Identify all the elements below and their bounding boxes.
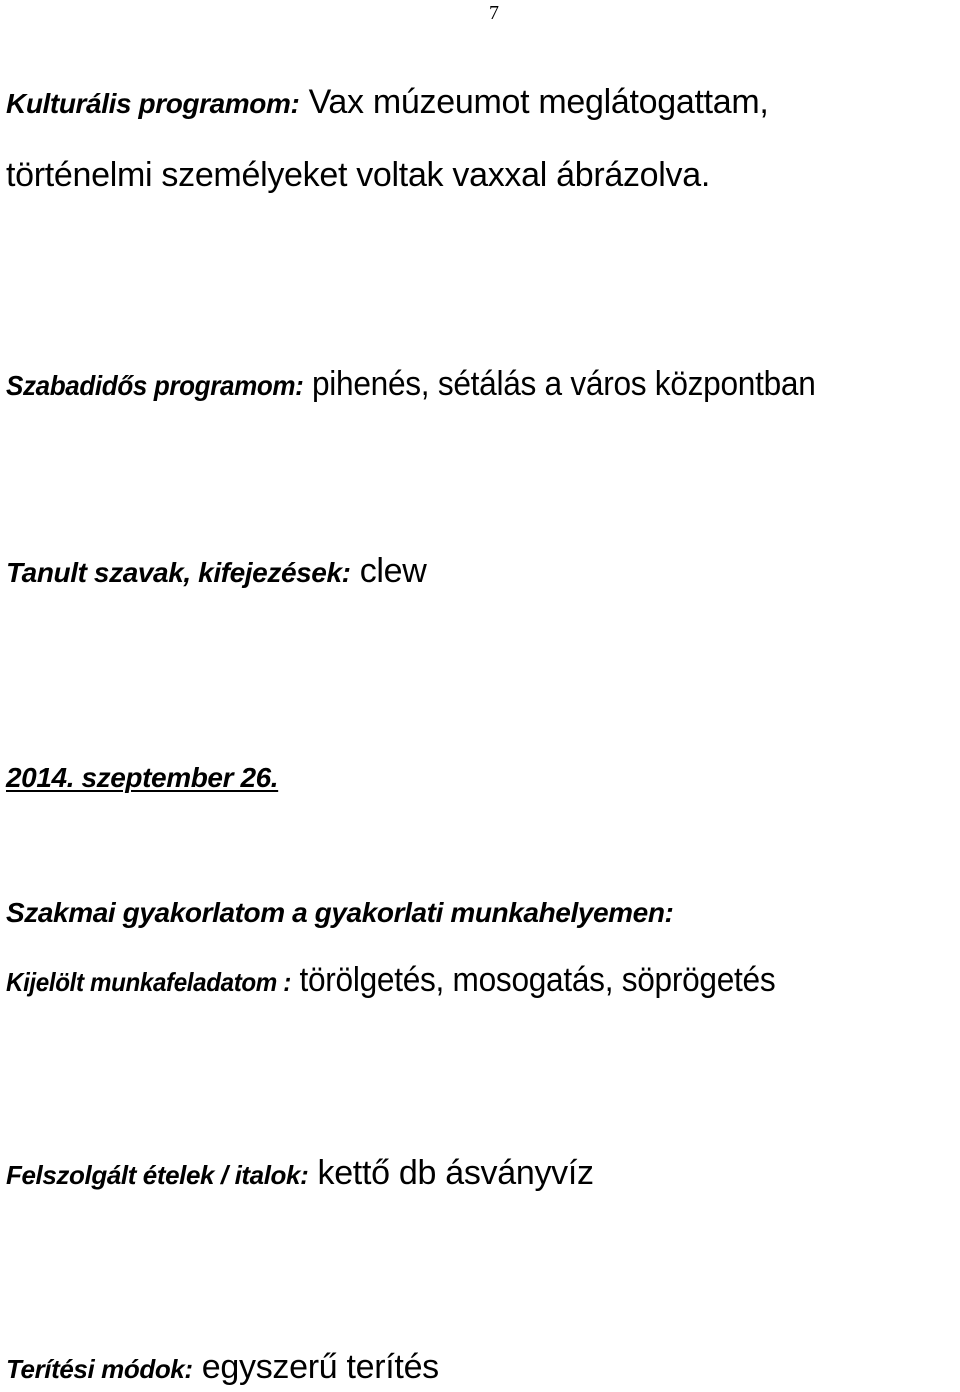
tasks-label: Kijelölt munkafeladatom :	[6, 967, 291, 997]
page-number: 7	[489, 2, 499, 24]
learned-words-label: Tanult szavak, kifejezések:	[6, 557, 351, 588]
leisure-program-label: Szabadidős programom:	[6, 370, 304, 401]
serving-value: egyszerű terítés	[201, 1348, 439, 1386]
cultural-program-line	[6, 82, 769, 124]
food-line	[6, 1153, 594, 1195]
practice-heading-line	[6, 891, 673, 933]
tasks-line	[6, 960, 833, 1002]
date-heading: 2014. szeptember 26.	[6, 762, 279, 793]
practice-heading: Szakmai gyakorlatom a gyakorlati munkahelyemen:	[6, 897, 674, 928]
leisure-program-value: pihenés, sétálás a város központban	[311, 365, 816, 403]
cultural-program-label: Kulturális programom:	[6, 88, 300, 119]
learned-words-line	[6, 551, 427, 593]
cultural-program-value-continued: történelmi személyeket voltak vaxxal ábrázolva.	[6, 156, 710, 194]
food-value: kettő db ásványvíz	[317, 1154, 594, 1192]
serving-label: Terítési módok:	[6, 1354, 193, 1384]
cultural-program-value: Vax múzeumot meglátogattam,	[308, 83, 769, 121]
food-label: Felszolgált ételek / italok:	[6, 1160, 309, 1190]
cultural-program-continuation	[6, 155, 710, 195]
date-line	[6, 756, 278, 798]
leisure-program-line	[6, 364, 876, 406]
serving-line	[6, 1347, 439, 1389]
learned-words-value: clew	[359, 552, 427, 590]
tasks-value: törölgetés, mosogatás, söprögetés	[299, 961, 776, 999]
